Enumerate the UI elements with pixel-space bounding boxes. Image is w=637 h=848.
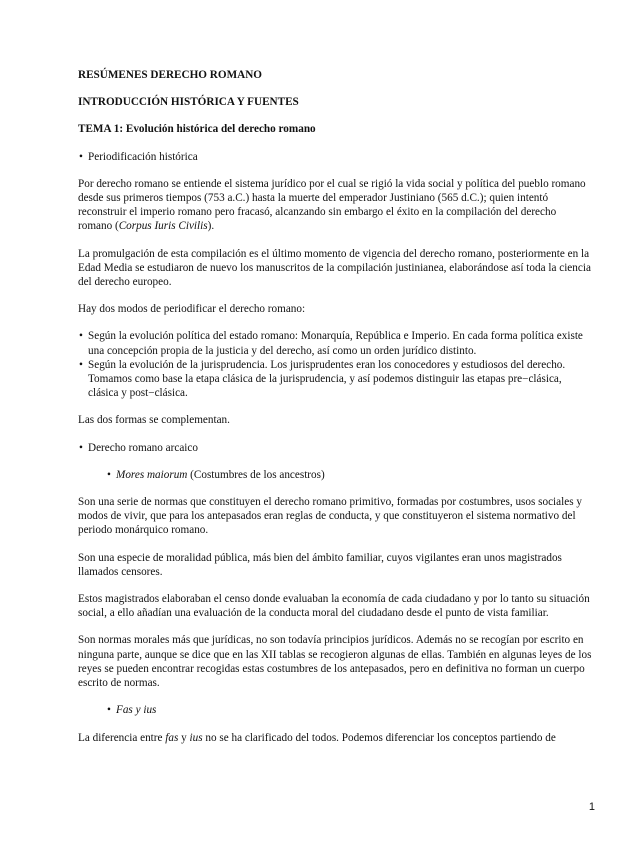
paragraph-normas-morales: Son normas morales más que jurídicas, no son todavía principios jurídicos. Además no se recogían por escrito en ninguna parte, aunque se dice que en las XII tablas se recogieron algunas de ellas. También en algunas leyes de los reyes se pueden encontrar recogidas estas costumbres de los antepasados, pero en definitiva no forman un cuerpo escrito de normas.: [78, 634, 592, 690]
list-item-periodificacion: [78, 150, 593, 164]
list-item-text: Según la evolución de la jurisprudencia. Los jurisprudentes eran los conocedores y estudiosos del derecho. Tomamos como base la etapa clásica de la jurisprudencia, y así podemos distinguir las etapas pre−clásica, clásica y post−clásica.: [88, 358, 566, 400]
page-number: 1: [588, 801, 595, 813]
bullet-icon: •: [79, 330, 83, 343]
bullet-icon: •: [79, 441, 83, 454]
bullet-icon: •: [107, 704, 111, 717]
paragraph-dos-modos: Hay dos modos de periodificar el derecho romano:: [78, 303, 306, 316]
emphasis-ius: ius: [189, 731, 203, 744]
paragraph-magistrados: Estos magistrados elaboraban el censo donde evaluaban la economía de cada ciudadano y por lo tanto su situación social, a ello añadían una evaluación de la conducta moral del ciudadano desde el punto de vista familiar.: [78, 593, 590, 620]
paragraph-text: La diferencia entre: [78, 731, 166, 744]
paragraph-text: ).: [207, 220, 215, 233]
list-item-text: [116, 468, 593, 482]
list-item-rest: (Costumbres de los ancestros): [187, 468, 325, 481]
paragraph-text: y: [178, 731, 190, 744]
paragraph-serie-normas: Son una serie de normas que constituyen el derecho romano primitivo, formadas por costumbres, usos sociales y modos de vivir, que para los antepasados eran reglas de conducta, y que constituyeron el sistema normativo del periodo monárquico romano.: [78, 496, 582, 537]
list-item-mores-maiorum: [78, 468, 593, 482]
emphasis-mores: Mores maiorum: [116, 468, 188, 481]
paragraph-complementan: Las dos formas se complementan.: [78, 414, 230, 427]
paragraph-promulgacion: La promulgación de esta compilación es el último momento de vigencia del derecho romano, posteriormente en la Edad Media se estudiaron de nuevo los manuscritos de la compilación justinianea, elaborándose así toda la ciencia del derecho europeo.: [78, 247, 591, 289]
list-item-text: Derecho romano arcaico: [88, 441, 198, 454]
list-item-evolucion-politica: [78, 329, 593, 357]
bullet-icon: •: [107, 468, 111, 481]
paragraph-moralidad: Son una especie de moralidad pública, más bien del ámbito familiar, cuyos vigilantes eran unos magistrados llamados censores.: [78, 551, 562, 578]
emphasis-corpus: Corpus Iuris Civilis: [118, 220, 208, 233]
list-item-evolucion-jurisprudencia: [78, 358, 593, 401]
document-title: RESÚMENES DERECHO ROMANO: [78, 69, 262, 81]
list-item-text: Según la evolución política del estado romano: Monarquía, República e Imperio. En cada forma política existe una concepción propia de la justicia y del derecho, así como un orden jurídico distinto.: [88, 330, 583, 357]
list-item-fas-ius: [78, 703, 593, 717]
list-item-arcaico: [78, 441, 593, 455]
paragraph-derecho-romano: [78, 177, 593, 234]
emphasis-fas: fas: [165, 731, 179, 744]
page-content: [78, 68, 593, 758]
tema-heading: TEMA 1: Evolución histórica del derecho romano: [78, 123, 316, 136]
section-heading: INTRODUCCIÓN HISTÓRICA Y FUENTES: [78, 96, 299, 109]
paragraph-text: Por derecho romano se entiende el sistema jurídico por el cual se rigió la vida social y política del pueblo romano desde sus primeros tiempos (753 a.C.) hasta la muerte del emperador Justiniano (565 d.C.); quien intentó reconstruir el imperio romano pero fracasó, alcanzando sin embargo el éxito en la compilación del derecho romano (: [78, 177, 586, 233]
list-item-text: Periodificación histórica: [88, 150, 198, 163]
bullet-icon: •: [79, 150, 83, 163]
bullet-icon: •: [79, 358, 83, 371]
paragraph-diferencia: [78, 731, 593, 745]
list-item-text: [116, 703, 593, 717]
paragraph-text: no se ha clarificado del todos. Podemos diferenciar los conceptos partiendo de: [202, 731, 556, 744]
emphasis-fas-ius: Fas y ius: [116, 704, 157, 717]
